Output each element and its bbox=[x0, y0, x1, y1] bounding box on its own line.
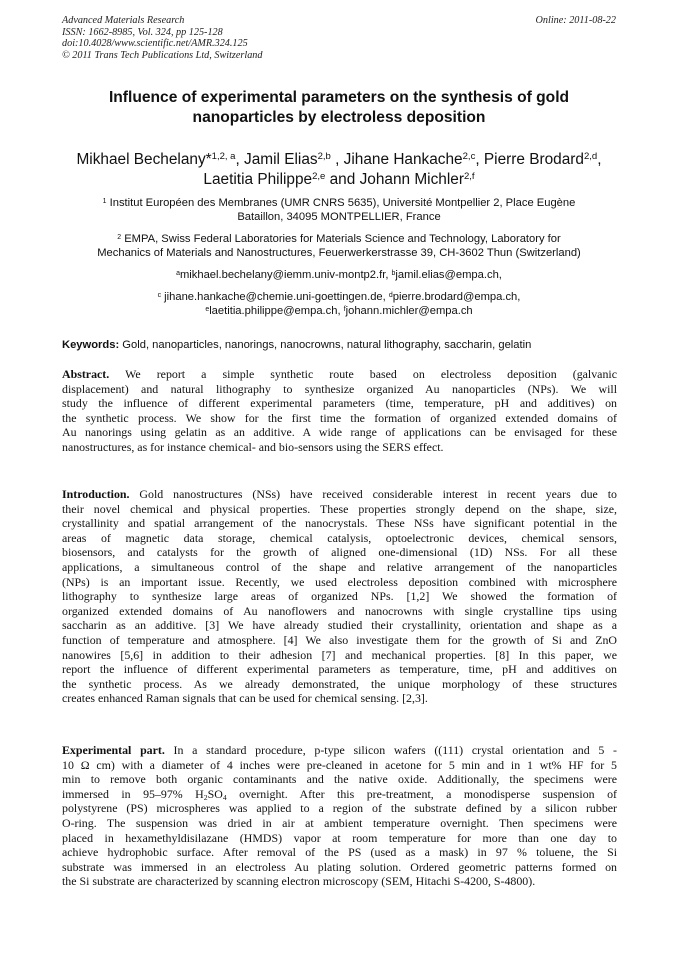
email-line-1: $^a$mikhael.bechelany@iemm.univ-montp2.fr, $^b$jamil.elias@empa.ch, bbox=[176, 269, 502, 281]
email-b[interactable]: jamil.elias@empa.ch, bbox=[395, 269, 502, 281]
author-4-affil: 2,d bbox=[583, 151, 598, 163]
author-6-affil: 2,f bbox=[463, 171, 475, 183]
affiliation-1-line-1: Institut Européen des Membranes (UMR CNRS 5635), Université Montpellier 2, Place Eugène bbox=[106, 197, 576, 209]
online-date: Online: 2011-08-22 bbox=[535, 15, 616, 26]
experimental-label: Experimental part. bbox=[62, 743, 165, 757]
author-1: Mikhael Bechelany* bbox=[76, 151, 212, 168]
journal-doi: doi:10.4028/www.scientific.net/AMR.324.125 bbox=[62, 38, 248, 50]
introduction-label: Introduction. bbox=[62, 487, 130, 501]
paper-title bbox=[62, 88, 616, 128]
affiliation-2-line-2: Mechanics of Materials and Nanostructures, Feuerwerkerstrasse 39, CH-3602 Thun (Switzerland) bbox=[97, 247, 581, 260]
journal-issn: ISSN: 1662-8985, Vol. 324, pp 125-128 bbox=[62, 26, 223, 38]
author-3: , Jihane Hankache bbox=[330, 151, 463, 168]
journal-name: Advanced Materials Research bbox=[62, 15, 185, 26]
author-5-affil: 2,e bbox=[312, 171, 326, 183]
affiliation-1-number: 1 bbox=[102, 197, 107, 205]
affiliation-2 bbox=[62, 232, 616, 261]
email-e[interactable]: laetitia.philippe@empa.ch, bbox=[209, 305, 344, 318]
title-line-1: Influence of experimental parameters on the synthesis of gold bbox=[108, 89, 570, 106]
title-line-2: nanoparticles by electroless deposition bbox=[192, 109, 486, 126]
introduction-paragraph: Introduction. Gold nanostructures (NSs) have received considerable interest in recent years due to their novel chemical and physical properties. These properties strongly depend on the shape, size, crystallinity and spatial arrangement of the nanocrystals. These NSs have significant potential in the areas of magnetic data storage, chemical catalysis, optoelectronic devices, chemical sensors, biosensors, and catalysts for the growth of aligned one-dimensional (1D) NSs. For all these applications, a simultaneous control of the shape and relative arrangement of the nanoparticles (NPs) is an important issue. Recently, we used electroless deposition combined with microsphere lithography to synthesize large areas of organized NPs. [1,2] We showed the formation of organized extended domains of Au nanoflowers and nanocrowns with single crystalline tips using saccharin as an additive. [3] We have already studied their crystallinity, orientation and shape as a function of temperature and atmosphere. [4] We also investigate them for the growth of Si and ZnO nanowires [5,6] in addition to their adhesion [7] and mechanical properties. [8] In this paper, we report the influence of different experimental parameters as temperature, time, pH and additives on the synthetic process. As we already demonstrated, the unique morphology of these structures creates enhanced Raman signals that can be used for chemical sensing. [2,3]. bbox=[62, 487, 617, 706]
author-4: , Pierre Brodard bbox=[475, 151, 584, 168]
author-3-affil: 2,c bbox=[462, 151, 476, 163]
email-c[interactable]: jihane.hankache@chemie.uni-goettingen.de, bbox=[161, 291, 389, 303]
affiliation-2-number: 2 bbox=[117, 233, 122, 241]
author-line-2 bbox=[56, 170, 622, 190]
author-1-affil: 1,2, a bbox=[211, 151, 236, 163]
author-5: Laetitia Philippe bbox=[203, 171, 313, 188]
email-lines-2: $^c$ jihane.hankache@chemie.uni-goettingen.de, $^d$pierre.brodard@empa.ch, $^e$laetitia.philippe@empa.ch, $^f$johann.michler@empa.ch bbox=[157, 291, 521, 318]
affiliation-1-line-2: Bataillon, 34095 MONTPELLIER, France bbox=[237, 211, 441, 224]
author-4-comma: , bbox=[597, 151, 602, 168]
journal-copyright: © 2011 Trans Tech Publications Ltd, Switzerland bbox=[62, 49, 263, 61]
author-2-affil: 2,b bbox=[317, 151, 331, 163]
affiliation-1 bbox=[62, 196, 616, 225]
author-2: , Jamil Elias bbox=[235, 151, 318, 168]
affiliation-2-line-1: EMPA, Swiss Federal Laboratories for Materials Science and Technology, Laboratory for bbox=[121, 233, 561, 245]
keywords-label: Keywords: bbox=[62, 339, 120, 351]
author-list bbox=[56, 150, 622, 190]
abstract-paragraph: Abstract. We report a simple synthetic route based on electroless deposition (galvanic displacement) and natural lithography to synthesize organized Au nanoparticles (NPs). We will study the influence of different experimental parameters (time, temperature, pH and additives) on the synthetic process. We show for the first time the formation of organized extended domains of Au nanorings using gelatin as an additive. A wide range of applications can be envisaged for these nanostructures, as for instance chemical- and bio-sensors using the SERS effect. bbox=[62, 367, 617, 454]
email-f[interactable]: johann.michler@empa.ch bbox=[345, 305, 473, 318]
email-a[interactable]: mikhael.bechelany@iemm.univ-montp2.fr, bbox=[179, 269, 392, 281]
author-6: and Johann Michler bbox=[325, 171, 464, 188]
keywords bbox=[62, 338, 618, 352]
keywords-text: Gold, nanoparticles, nanorings, nanocrowns, natural lithography, saccharin, gelatin bbox=[119, 339, 532, 351]
experimental-paragraph: Experimental part. In a standard procedure, p-type silicon wafers ((111) crystal orientation and 5 - 10 Ω cm) with a diameter of 4 inches were pre-cleaned in acetone for 5 min and in 1 wt% HF for 5 min to remove both organic contaminants and the native oxide. Additionally, the specimens were immersed in 95–97% $H_2SO_4$ overnight. After this pre-treatment, a monodisperse suspension of polystyrene (PS) microspheres was applied to a region of the substrate defined by a silicon rubber O-ring. The suspension was dried in air at ambient temperature overnight. Then specimens were placed in hexamethyldisilazane (HMDS) vapor at room temperature for more than one day to achieve hydrophobic surface. After removal of the PS (used as a mask) in 97 % toluene, the Si substrate was immersed in an electroless Au plating solution. Ordered geometric patterns formed on the Si substrate are characterized by scanning electron microscopy (SEM, Hitachi S-4200, S-4800). bbox=[62, 743, 618, 889]
abstract-label: Abstract. bbox=[62, 367, 110, 381]
email-d[interactable]: pierre.brodard@empa.ch, bbox=[392, 291, 521, 303]
author-line-1 bbox=[56, 150, 622, 170]
journal-header bbox=[62, 15, 616, 61]
